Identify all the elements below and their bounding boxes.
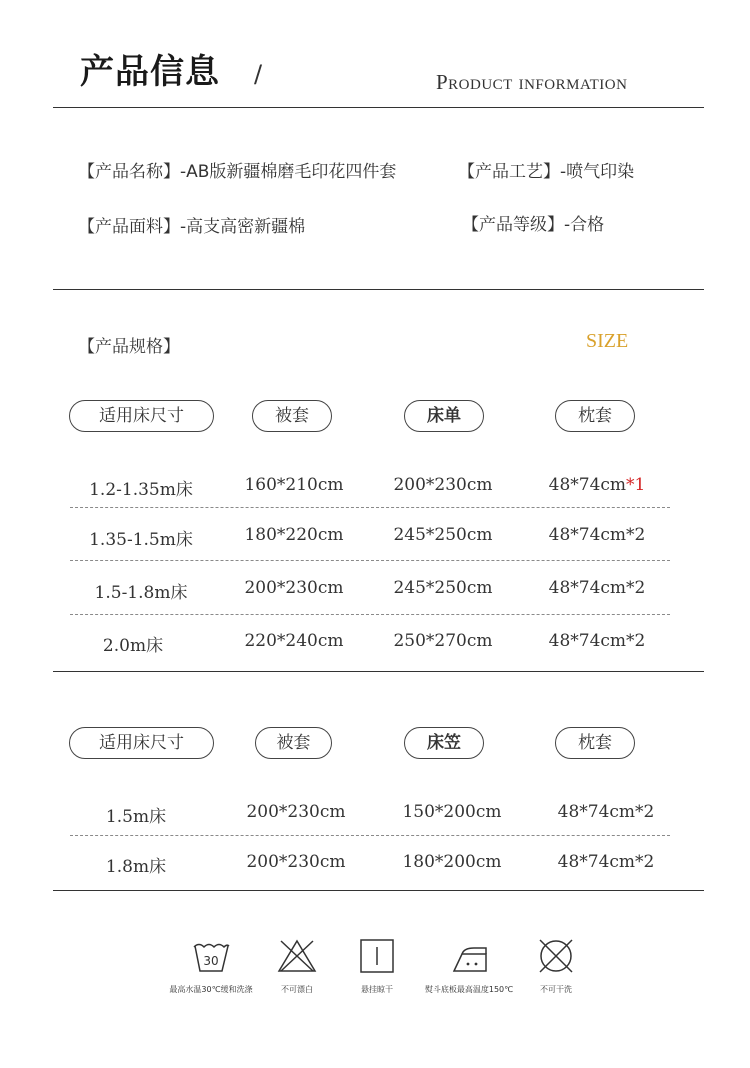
table2-cell-bed-size: 1.8m床 — [105, 857, 167, 877]
table1-header-pillowcase: 枕套 — [555, 400, 635, 432]
table1-cell-duvet-cover: 180*220cm — [244, 525, 344, 545]
table2-header-duvet-cover: 被套 — [255, 727, 332, 759]
table1-bottom-divider — [53, 671, 704, 672]
product-fabric-value: -高支高密新疆棉 — [180, 217, 306, 237]
product-fabric-row — [78, 212, 305, 237]
product-name-value: -AB版新疆棉磨毛印花四件套 — [180, 162, 397, 182]
row-divider — [70, 507, 670, 508]
table2-bottom-divider — [53, 890, 704, 891]
info-divider — [53, 289, 704, 290]
table1-cell-bed-sheet: 245*250cm — [393, 578, 493, 598]
table2-cell-pillowcase: 48*74cm*2 — [557, 802, 655, 822]
hang-dry-label: 悬挂晾干 — [361, 985, 393, 994]
row-divider — [70, 560, 670, 561]
table2-cell-pillowcase: 48*74cm*2 — [557, 852, 655, 872]
pillowcase-size: 48*74cm — [548, 475, 627, 495]
product-process-value: -喷气印染 — [560, 162, 635, 182]
table2-cell-fitted-sheet: 150*200cm — [402, 802, 502, 822]
table2-cell-bed-size: 1.5m床 — [105, 807, 167, 827]
table2-cell-duvet-cover: 200*230cm — [246, 852, 346, 872]
product-grade-value: -合格 — [564, 215, 605, 235]
table1-cell-bed-sheet: 250*270cm — [393, 631, 493, 651]
table1-cell-duvet-cover: 160*210cm — [244, 475, 344, 495]
table1-header-bed-sheet: 床单 — [404, 400, 484, 432]
table1-cell-pillowcase: 48*74cm*2 — [548, 631, 646, 651]
table2-cell-duvet-cover: 200*230cm — [246, 802, 346, 822]
product-process-row — [458, 157, 634, 182]
pillowcase-quantity: *1 — [626, 475, 646, 495]
table1-cell-pillowcase: 48*74cm*2 — [548, 525, 646, 545]
table2-header-pillowcase: 枕套 — [555, 727, 635, 759]
table1-cell-pillowcase: 48*74cm*2 — [548, 578, 646, 598]
no-dry-clean-icon — [536, 938, 576, 974]
product-name-label: 【产品名称】 — [78, 162, 180, 182]
page-subtitle-en: Product information — [436, 70, 628, 94]
no-bleach-label: 不可漂白 — [281, 985, 313, 994]
table1-cell-pillowcase — [517, 475, 677, 495]
product-fabric-label: 【产品面料】 — [78, 217, 180, 237]
iron-icon — [448, 938, 492, 974]
table1-cell-duvet-cover: 220*240cm — [244, 631, 344, 651]
no-dry-clean-label: 不可干洗 — [540, 985, 572, 994]
wash-tub-icon — [191, 938, 231, 974]
page-title: 产品信息 — [80, 52, 220, 92]
wash-care-label: 最高水温30℃缓和洗涤 — [169, 985, 253, 994]
table1-cell-bed-size: 1.5-1.8m床 — [94, 583, 188, 603]
product-grade-row — [462, 210, 604, 235]
no-bleach-icon — [277, 938, 317, 974]
table2-header-bed-size: 适用床尺寸 — [69, 727, 214, 759]
table1-cell-bed-size: 2.0m床 — [102, 636, 164, 656]
table1-cell-bed-sheet: 245*250cm — [393, 525, 493, 545]
row-divider — [70, 835, 670, 836]
table1-cell-bed-size: 1.35-1.5m床 — [89, 530, 193, 550]
header-divider — [53, 107, 704, 108]
product-grade-label: 【产品等级】 — [462, 215, 564, 235]
table1-cell-duvet-cover: 200*230cm — [244, 578, 344, 598]
size-label: SIZE — [586, 330, 629, 352]
hang-dry-icon — [359, 938, 395, 974]
table1-cell-bed-size: 1.2-1.35m床 — [89, 480, 193, 500]
title-divider-slash: / — [254, 60, 263, 88]
row-divider — [70, 614, 670, 615]
iron-label: 熨斗底板最高温度150℃ — [424, 985, 514, 994]
product-name-row — [78, 157, 396, 182]
table1-header-bed-size: 适用床尺寸 — [69, 400, 214, 432]
wash-temperature: 30 — [203, 954, 219, 968]
table2-cell-fitted-sheet: 180*200cm — [402, 852, 502, 872]
table2-header-fitted-sheet: 床笠 — [404, 727, 484, 759]
table1-cell-bed-sheet: 200*230cm — [393, 475, 493, 495]
spec-label: 【产品规格】 — [78, 337, 180, 357]
product-process-label: 【产品工艺】 — [458, 162, 560, 182]
table1-header-duvet-cover: 被套 — [252, 400, 332, 432]
